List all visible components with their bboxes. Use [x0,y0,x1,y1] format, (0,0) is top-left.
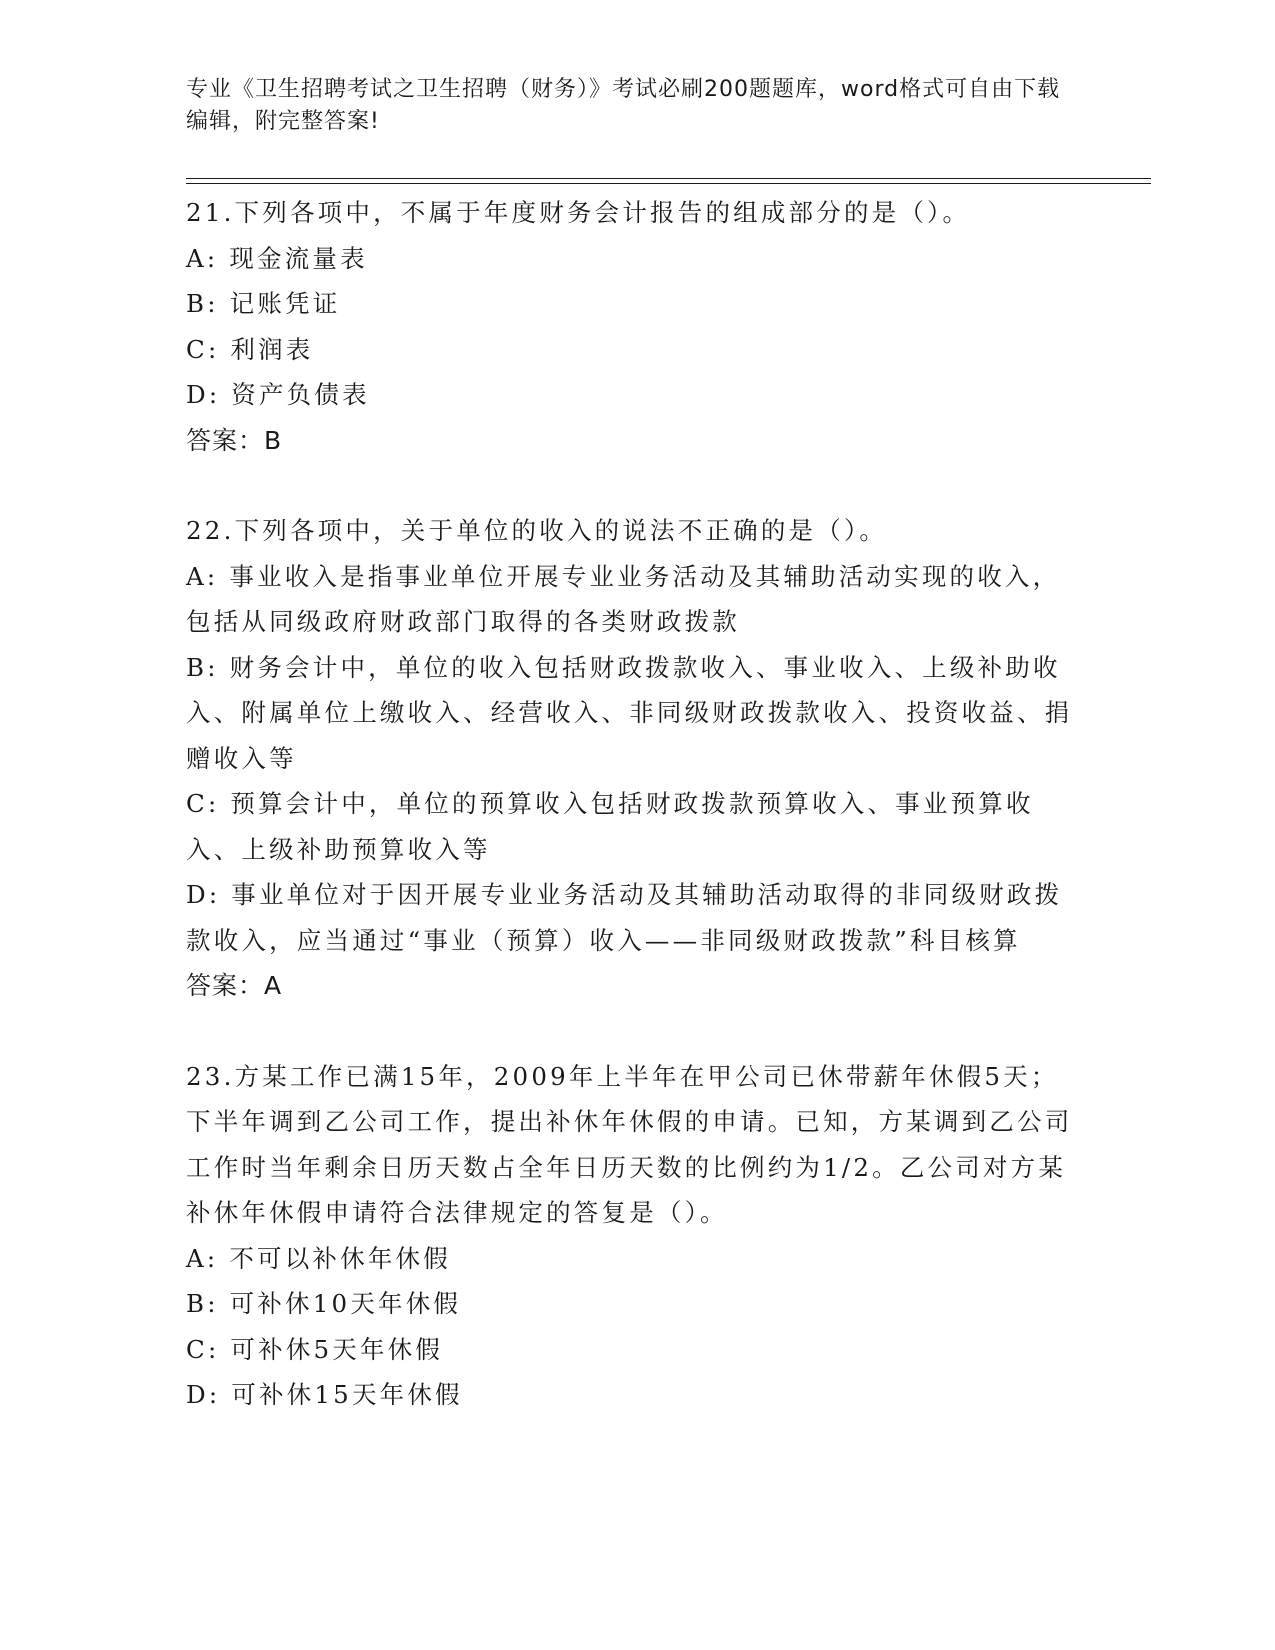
question-block [186,1054,1086,1418]
question-spacer [186,463,1086,508]
question-block [186,508,1086,1009]
option-c: C: 预算会计中，单位的预算收入包括财政拨款预算收入、事业预算收入、上级补助预算收入等 [186,789,1034,864]
option-c: C: 利润表 [186,334,314,364]
option-b: B: 可补休10天年休假 [186,1289,462,1318]
header-divider-top [186,178,1151,179]
option-a: A: 事业收入是指事业单位开展专业业务活动及其辅助活动实现的收入，包括从同级政府财政部门取得的各类财政拨款 [186,561,1061,636]
document-header: 专业《卫生招聘考试之卫生招聘（财务）》考试必刷200题题库，word格式可自由下载编辑，附完整答案! [186,77,1061,134]
option-c: C: 可补休5天年休假 [186,1334,444,1364]
header-divider-bottom [186,183,1151,184]
option-b: B: 记账凭证 [186,289,341,318]
question-stem: 22.下列各项中，关于单位的收入的说法不正确的是（）。 [186,516,888,545]
option-a: A: 现金流量表 [186,243,368,273]
option-d: D: 事业单位对于因开展专业业务活动及其辅助活动取得的非同级财政拨款收入，应当通过“事业（预算）收入——非同级财政拨款”科目核算 [186,880,1063,955]
answer-line: 答案：B [186,425,283,455]
question-stem: 21.下列各项中，不属于年度财务会计报告的组成部分的是（）。 [186,198,971,227]
option-b: B: 财务会计中，单位的收入包括财政拨款收入、事业收入、上级补助收入、附属单位上缴收入、经营收入、非同级财政拨款收入、投资收益、捐赠收入等 [186,652,1073,773]
question-list [186,190,1086,1418]
question-stem: 23.方某工作已满15年，2009年上半年在甲公司已休带薪年休假5天；下半年调到乙公司工作，提出补休年休假的申请。已知，方某调到乙公司工作时当年剩余日历天数占全年日历天数的比例约为1/2。乙公司对方某补休年休假申请符合法律规定的答复是（）。 [186,1061,1073,1227]
answer-line: 答案：A [186,971,283,1000]
question-block [186,190,1086,463]
option-d: D: 可补休15天年休假 [186,1380,463,1409]
option-a: A: 不可以补休年休假 [186,1243,451,1273]
question-spacer [186,1009,1086,1054]
option-d: D: 资产负债表 [186,380,370,409]
